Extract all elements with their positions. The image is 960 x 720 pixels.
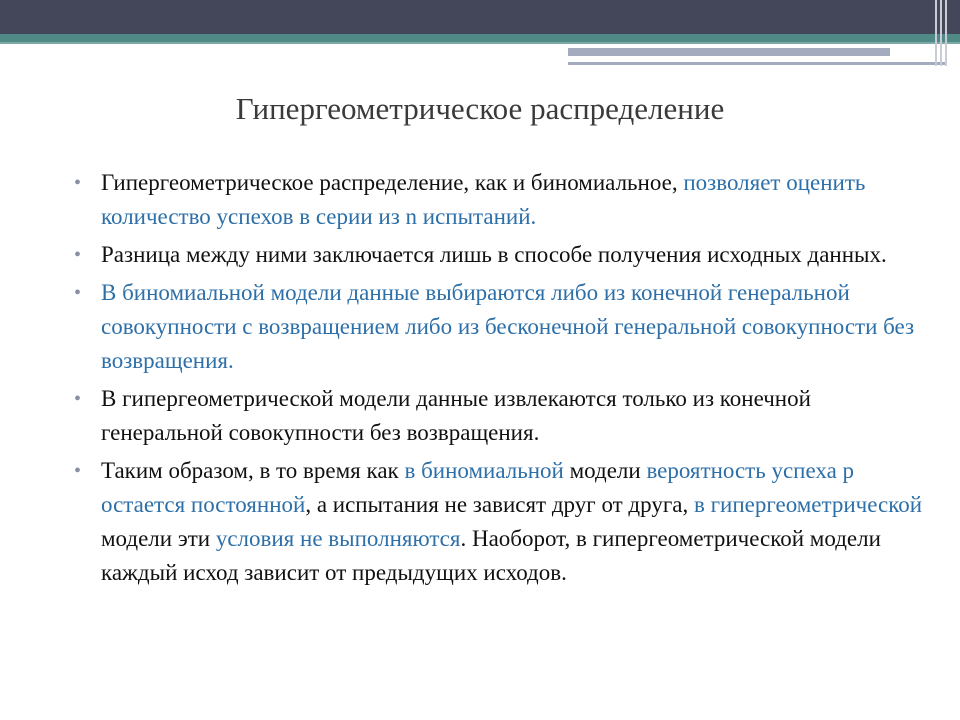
header-thin-line bbox=[0, 42, 960, 44]
bullet-text: , а испытания не зависят друг от друга, bbox=[305, 492, 694, 517]
slide-title: Гипергеометрическое распределение bbox=[235, 91, 725, 126]
bullet-dot-icon: • bbox=[74, 172, 82, 194]
bullet-dot-icon: • bbox=[74, 388, 82, 410]
bullet-text: . Наоборот, в гипергеометрической модели каждый исход зависит от предыдущих исходов. bbox=[101, 526, 881, 585]
header-accent-block bbox=[568, 48, 890, 56]
slide-header-decoration bbox=[0, 0, 960, 74]
bullet-list bbox=[70, 166, 930, 594]
highlighted-text: условия не выполняются bbox=[215, 526, 461, 551]
bullet-dot-icon: • bbox=[74, 460, 82, 482]
bullet-text: Таким образом, в то время как bbox=[101, 458, 405, 483]
bullet-item bbox=[70, 238, 930, 272]
header-accent-line bbox=[568, 62, 946, 65]
bullet-text: модели эти bbox=[101, 526, 216, 551]
bullet-item bbox=[70, 382, 930, 450]
header-teal-bar bbox=[0, 34, 960, 42]
header-vertical-line bbox=[935, 0, 937, 66]
highlighted-text: в биномиальной bbox=[404, 458, 564, 483]
bullet-text: В гипергеометрической модели данные извлекаются только из конечной генеральной совокупности без возвращения. bbox=[101, 386, 811, 445]
bullet-dot-icon: • bbox=[74, 244, 82, 266]
bullet-item bbox=[70, 276, 930, 378]
bullet-item bbox=[70, 454, 930, 590]
header-vertical-line bbox=[940, 0, 942, 66]
bullet-text: Гипергеометрическое распределение, как и биномиальное, bbox=[101, 170, 684, 195]
header-dark-bar bbox=[0, 0, 960, 34]
header-vertical-line bbox=[945, 0, 947, 66]
highlighted-text: позволяет оценить количество успехов в серии из n испытаний. bbox=[101, 170, 866, 229]
bullet-dot-icon: • bbox=[74, 282, 82, 304]
bullet-item bbox=[70, 166, 930, 234]
bullet-text: Разница между ними заключается лишь в способе получения исходных данных. bbox=[101, 242, 887, 267]
bullet-text: модели bbox=[563, 458, 647, 483]
highlighted-text: вероятность успеха p остается постоянной bbox=[101, 458, 855, 517]
highlighted-text: В биномиальной модели данные выбираются либо из конечной генеральной совокупности с возвращением либо из бесконечной генеральной совокупности без возвращения. bbox=[101, 280, 915, 373]
highlighted-text: в гипергеометрической bbox=[693, 492, 923, 517]
